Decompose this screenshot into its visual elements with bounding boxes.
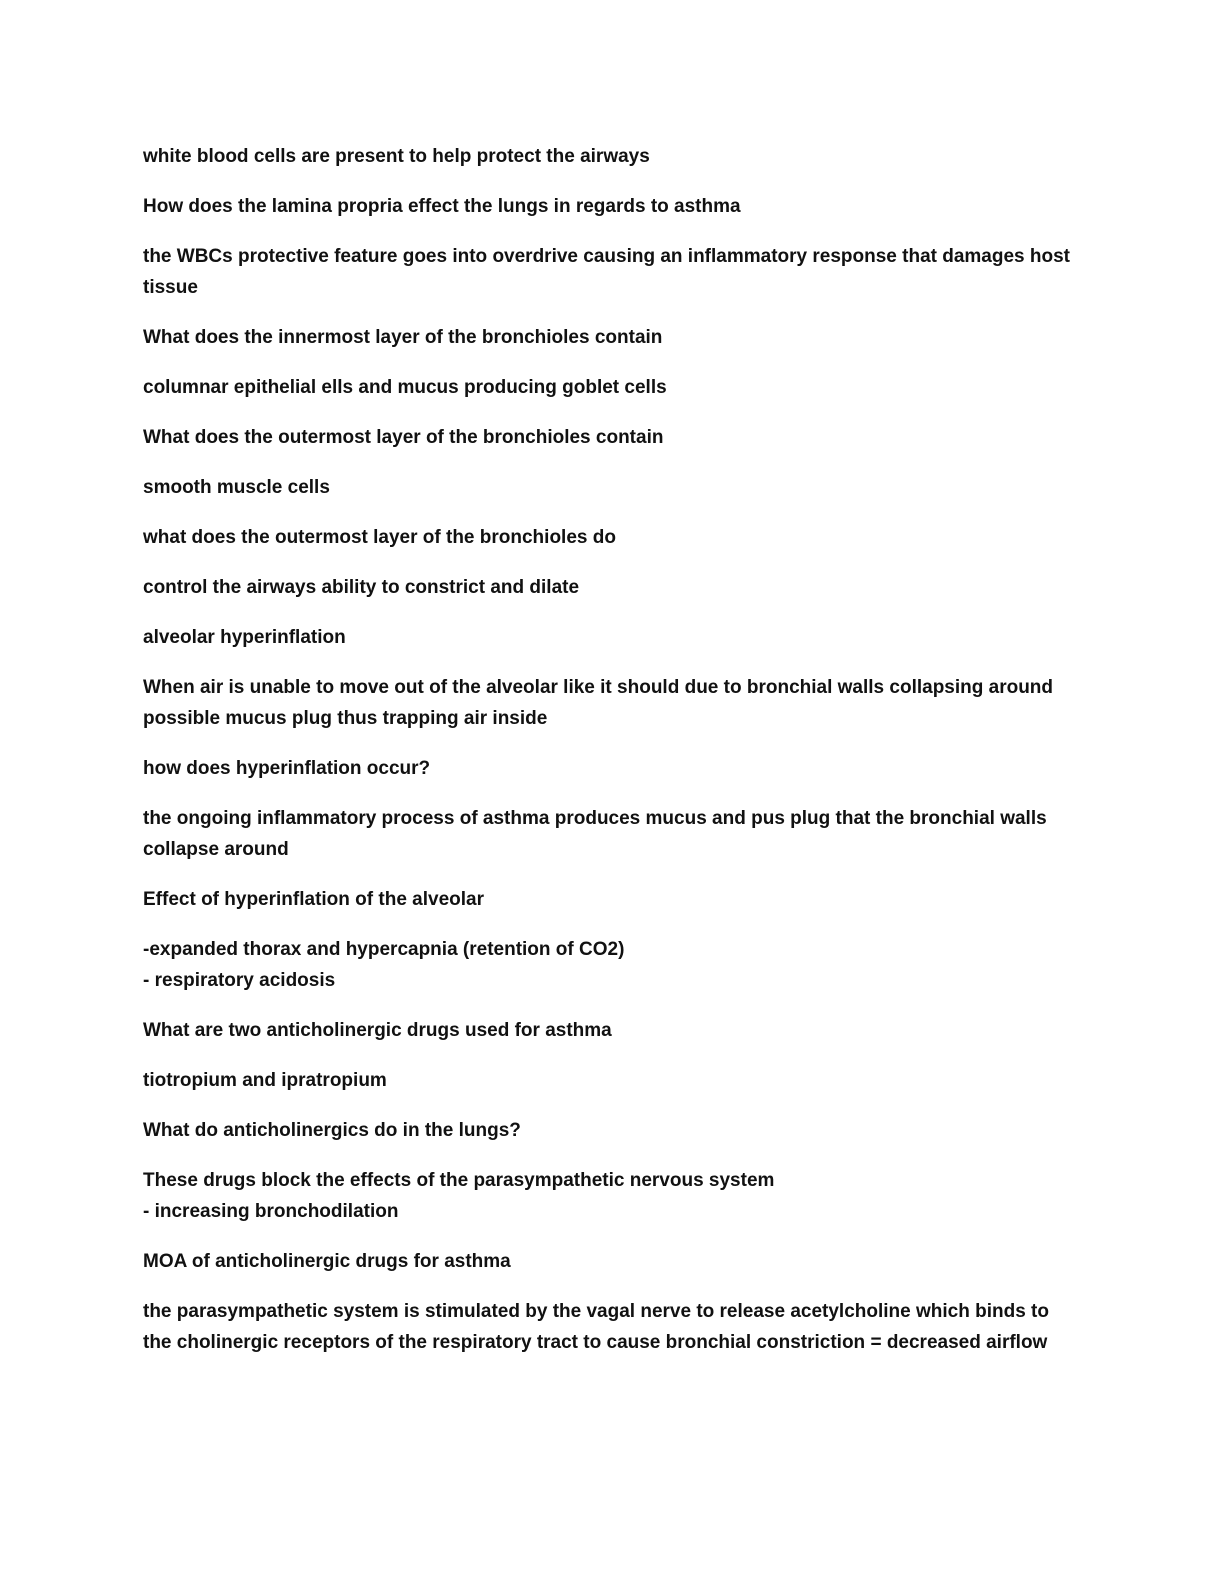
text-line: When air is unable to move out of the alveolar like it should due to bronchial walls collapsing around bbox=[143, 677, 1054, 698]
text-line: possible mucus plug thus trapping air inside bbox=[143, 708, 548, 729]
paragraph bbox=[143, 1165, 1083, 1227]
paragraph bbox=[143, 934, 1083, 996]
paragraph bbox=[143, 672, 1083, 734]
paragraph bbox=[143, 241, 1083, 303]
text-line: What do anticholinergics do in the lungs? bbox=[143, 1120, 521, 1141]
paragraph bbox=[143, 1246, 1083, 1277]
text-line: How does the lamina propria effect the lungs in regards to asthma bbox=[143, 196, 741, 217]
paragraph bbox=[143, 141, 1083, 172]
text-line: These drugs block the effects of the parasympathetic nervous system bbox=[143, 1170, 775, 1191]
paragraph bbox=[143, 1065, 1083, 1096]
text-line: what does the outermost layer of the bronchioles do bbox=[143, 527, 616, 548]
paragraph bbox=[143, 191, 1083, 222]
text-line: the ongoing inflammatory process of asthma produces mucus and pus plug that the bronchial walls bbox=[143, 808, 1047, 829]
paragraph bbox=[143, 884, 1083, 915]
text-line: What does the outermost layer of the bronchioles contain bbox=[143, 427, 664, 448]
text-line: the cholinergic receptors of the respiratory tract to cause bronchial constriction = decreased airflow bbox=[143, 1332, 1048, 1353]
paragraph bbox=[143, 1296, 1083, 1358]
text-line: collapse around bbox=[143, 839, 289, 860]
text-line: - respiratory acidosis bbox=[143, 970, 336, 991]
paragraph bbox=[143, 1115, 1083, 1146]
paragraph bbox=[143, 522, 1083, 553]
paragraph bbox=[143, 472, 1083, 503]
paragraph bbox=[143, 422, 1083, 453]
text-line: smooth muscle cells bbox=[143, 477, 330, 498]
paragraph bbox=[143, 622, 1083, 653]
text-line: control the airways ability to constrict and dilate bbox=[143, 577, 580, 598]
text-line: the parasympathetic system is stimulated by the vagal nerve to release acetylcholine which binds to bbox=[143, 1301, 1049, 1322]
text-line: columnar epithelial ells and mucus producing goblet cells bbox=[143, 377, 667, 398]
text-line: how does hyperinflation occur? bbox=[143, 758, 431, 779]
text-line: tiotropium and ipratropium bbox=[143, 1070, 387, 1091]
document-body bbox=[143, 141, 1083, 1377]
paragraph bbox=[143, 372, 1083, 403]
paragraph bbox=[143, 803, 1083, 865]
text-line: -expanded thorax and hypercapnia (retention of CO2) bbox=[143, 939, 625, 960]
text-line: the WBCs protective feature goes into overdrive causing an inflammatory response that damages host bbox=[143, 246, 1071, 267]
text-line: What are two anticholinergic drugs used for asthma bbox=[143, 1020, 612, 1041]
text-line: tissue bbox=[143, 277, 198, 298]
paragraph bbox=[143, 1015, 1083, 1046]
paragraph bbox=[143, 322, 1083, 353]
paragraph bbox=[143, 753, 1083, 784]
text-line: Effect of hyperinflation of the alveolar bbox=[143, 889, 484, 910]
text-line: alveolar hyperinflation bbox=[143, 627, 346, 648]
text-line: MOA of anticholinergic drugs for asthma bbox=[143, 1251, 511, 1272]
paragraph bbox=[143, 572, 1083, 603]
text-line: - increasing bronchodilation bbox=[143, 1201, 399, 1222]
text-line: white blood cells are present to help protect the airways bbox=[143, 146, 650, 167]
text-line: What does the innermost layer of the bronchioles contain bbox=[143, 327, 663, 348]
